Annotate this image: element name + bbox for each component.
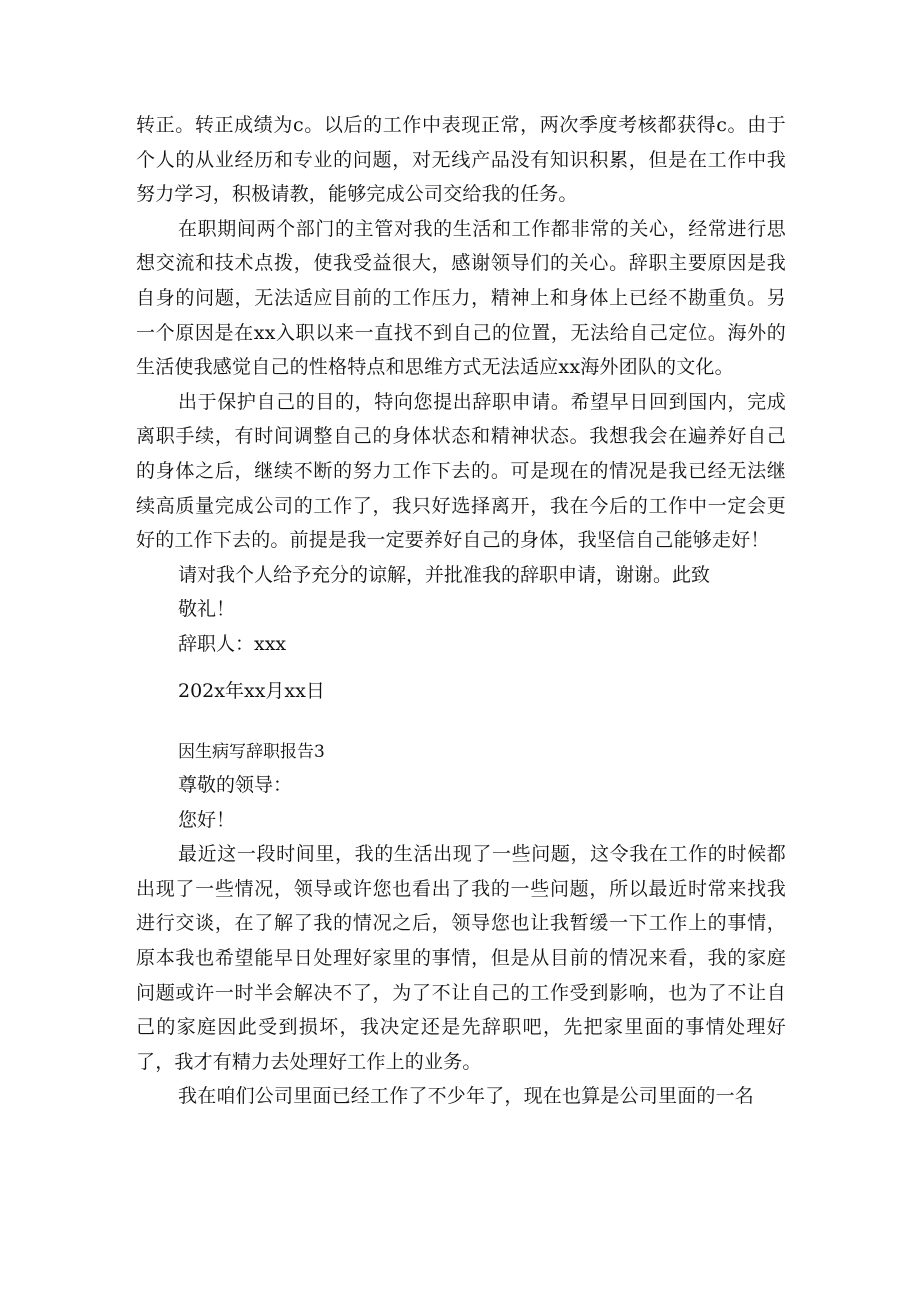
body-paragraph-5: 我在咱们公司里面已经工作了不少年了，现在也算是公司里面的一名 (178, 1085, 755, 1108)
closing-request: 请对我个人给予充分的谅解，并批准我的辞职申请，谢谢。此致 (178, 563, 711, 586)
body-paragraph-3: 出于保护自己的目的，特向您提出辞职申请。希望早日回到国内，完成离职手续，有时间调整自己的身体状态和精神状态。我想我会在遍养好自己的身体之后，继续不断的努力工作下去的。可是现在的情况是我已经无法继续高质量完成公司的工作了，我只好选择离开，我在今后的工作中一定会更好的工作下去的。前提是我一定要养好自己的身体，我坚信自己能够走好！ (136, 390, 786, 552)
document-page (136, 108, 786, 1114)
salute-line: 敬礼！ (178, 598, 236, 621)
section-title: 因生病写辞职报告3 (178, 742, 325, 763)
body-paragraph-1: 转正。转正成绩为c。以后的工作中表现正常，两次季度考核都获得c。由于个人的从业经历和专业的问题，对无线产品没有知识积累，但是在工作中我努力学习，积极请教，能够完成公司交给我的任务。 (136, 114, 786, 206)
body-paragraph-4: 最近这一段时间里，我的生活出现了一些问题，这令我在工作的时候都出现了一些情况，领导或许您也看出了我的一些问题，所以最近时常来找我进行交谈，在了解了我的情况之后，领导您也让我暂缓一下工作上的事情，原本我也希望能早日处理好家里的事情，但是从目前的情况来看，我的家庭问题或许一时半会解决不了，为了不让自己的工作受到影响，也为了不让自己的家庭因此受到损坏，我决定还是先辞职吧，先把家里面的事情处理好了，我才有精力去处理好工作上的业务。 (136, 843, 786, 1073)
greeting-line: 尊敬的领导： (178, 774, 293, 797)
signature-line: 辞职人：xxx (178, 632, 287, 655)
hello-line: 您好！ (178, 808, 236, 831)
date-line: 202x年xx月xx日 (178, 679, 325, 702)
body-paragraph-2: 在职期间两个部门的主管对我的生活和工作都非常的关心，经常进行思想交流和技术点拨，使我受益很大，感谢领导们的关心。辞职主要原因是我自身的问题，无法适应目前的工作压力，精神上和身体上已经不勘重负。另一个原因是在xx入职以来一直找不到自己的位置，无法给自己定位。海外的生活使我感觉自己的性格特点和思维方式无法适应xx海外团队的文化。 (136, 217, 786, 379)
